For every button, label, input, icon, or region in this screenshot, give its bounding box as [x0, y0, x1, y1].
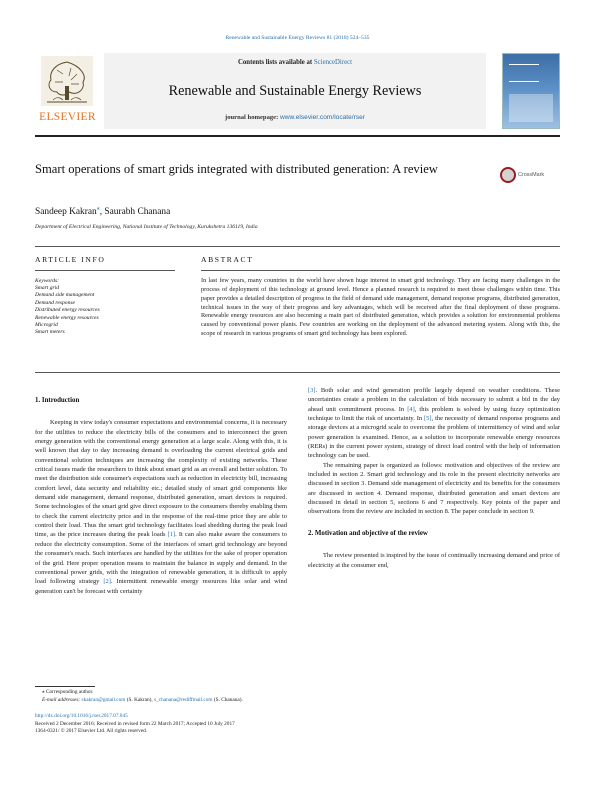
journal-band: [104, 53, 486, 129]
citation-link[interactable]: [3]: [308, 387, 316, 394]
journal-title: Renewable and Sustainable Energy Reviews: [168, 83, 422, 99]
footnote-divider: [35, 686, 95, 687]
running-head: Renewable and Sustainable Energy Reviews 81 (2018) 524–535: [225, 35, 370, 41]
copyright-notice: 1364-0321/ © 2017 Elsevier Ltd. All rights reserved.: [35, 728, 148, 735]
keyword-item[interactable]: Demand response: [35, 299, 76, 306]
keyword-item[interactable]: Renewable energy resources: [35, 314, 99, 321]
article-info-heading: ARTICLE INFO: [35, 255, 106, 264]
sciencedirect-link[interactable]: ScienceDirect: [313, 59, 353, 66]
citation-link[interactable]: [2]: [103, 578, 111, 586]
homepage-line: [104, 114, 486, 121]
doi-link[interactable]: http://dx.doi.org/10.1016/j.rser.2017.07.045: [35, 713, 128, 719]
citation-link[interactable]: [5]: [424, 415, 432, 423]
body-paragraph: The review presented is inspired by the issue of continually increasing demand and price of electricity at the consumer end,: [308, 552, 560, 569]
contents-line: [104, 59, 486, 66]
footnotes: [35, 689, 560, 704]
header-divider: [35, 246, 560, 247]
body-paragraph: Keeping in view today's consumer expectations and environmental concerns, it is necessary for the utilities to reduce the electricity bills of the consumers and to interconnect the green energy generation with the conventional energy generation at a large scale. Along with this, it is well known that day to day increasing demand is overloading the current electrical grids and conventional solution techniques are increasing the complexity of existing networks. These critical issues made the researchers to think about smart grid as an overall and better solution. To meet the distribution side consumer's expectations such as reduction in electricity bill, increasing comfort level, data security and reliability etc.; detailed study of smart grid components like demand side management, demand response, distributed generation, smart devices is required. Some technologies of the smart grid give direct exposure to the consumers thereby enabling them to check the current electricity price and in the response of the real-time price they are able to control their load. Thus the smart grid technology facilitates load shedding during the peak load time, as the price increases during the peak loads [1]. It can also make aware the consumers to reduce the electricity consumption. Some of the interfaces of smart grid technology are beyond the consumer's reach. Such interfaces are handled by the utilities for the sake of proper operation of the grid. Here proper operation means to maintain the balance in supply and demand. In the conventional power grids, with the integration of renewable generation, it is difficult to apply load following strategy [2]. Intermittent renewable energy resources like solar and wind generation can't be forecast with certainty: [35, 419, 287, 595]
author-list: [35, 205, 170, 217]
keyword-item[interactable]: Smart meters: [35, 329, 65, 336]
publisher-name: ELSEVIER: [39, 111, 96, 123]
article-history: Received 2 December 2016; Received in revised form 22 March 2017; Accepted 10 July 2017: [35, 720, 235, 727]
abstract-divider: [201, 270, 560, 271]
crossmark-badge[interactable]: [500, 165, 545, 189]
corresponding-author-note: ⁎ Corresponding author.: [42, 689, 94, 695]
homepage-link[interactable]: www.elsevier.com/locate/rser: [279, 114, 365, 121]
crossmark-label: CrossMark: [518, 172, 545, 178]
cover-decoration: [509, 94, 553, 122]
journal-masthead: [35, 53, 560, 129]
email-note: E-mail addresses: skakran@gmail.com (S. Kakran), s_chanana@rediffmail.com (S. Chanana).: [42, 696, 243, 703]
homepage-prefix: journal homepage:: [225, 114, 279, 121]
masthead-divider: [35, 135, 560, 137]
abstract-bottom-divider: [35, 372, 560, 373]
keyword-item[interactable]: Demand side management: [35, 292, 95, 299]
contents-prefix: Contents lists available at: [237, 59, 313, 66]
section-heading: 1. Introduction: [35, 397, 80, 404]
citation-link[interactable]: [4]: [407, 405, 415, 413]
author-name[interactable]: Saurabh Chanana: [104, 207, 171, 218]
corresponding-author-mark[interactable]: ⁎: [96, 206, 100, 212]
article-title: Smart operations of smart grids integrated with distributed generation: A review: [35, 162, 438, 176]
citation-link[interactable]: [1]: [167, 531, 176, 539]
email-link[interactable]: s_chanana@rediffmail.com: [154, 696, 213, 703]
publisher-logo: [35, 53, 100, 129]
body-paragraph: [3]. Both solar and wind generation profile largely depend on weather conditions. These uncertainties create a problem in the calculation of bids necessary to submit a bid in the day ahead unit commitment process. In [4], this problem is solved by using fuzzy optimization technique to limit the risk of uncertainty. In [5], the necessity of demand response programs and storage devices at a microgrid scale to overcome the problem of intermittency of wind and solar power generation is examined. Hence, as a solution to incorporate renewable energy resources (RERs) in the current power system, strategy of direct load control with the help of information technology can be used.: [308, 387, 561, 460]
keyword-item[interactable]: Distributed energy resources: [35, 307, 100, 314]
journal-cover-image: [502, 53, 560, 129]
tree-emblem-icon: [41, 56, 93, 106]
article-info-divider: [35, 270, 175, 271]
abstract-text: In last few years, many countries in the world have shown huge interest in smart grid technology. They are facing many challenges in the process of deployment of this technology at ground level. Hence a planned research is required to meet those challenges within time. This paper provides a detailed description of progress in the field of demand side management, demand response programs, distributed generation, technical issues in the way of their progress and key advantages, which will be received after the final deployment of these programs. Renewable energy resources are also becoming a main part of distributed generation, which provides a solution for environmental problems caused by conventional power plants. Few countries are working on the deployment of the advanced metering system. Along with this, the scope of research in various programs of smart grid technology has been explored.: [201, 277, 560, 338]
cover-decoration: [509, 64, 539, 82]
keyword-item[interactable]: Smart grid: [35, 285, 60, 291]
body-column-right: [308, 386, 560, 570]
crossmark-icon: [500, 167, 516, 183]
email-link[interactable]: skakran@gmail.com: [81, 696, 126, 703]
keyword-item[interactable]: Microgrid: [35, 322, 58, 329]
body-paragraph: The remaining paper is organized as follows: motivation and objectives of the review are included in section 2. Smart grid technology and its role in the present electricity networks are discussed in section 3. Demand side management of electricity and its benefits for the consumers are discussed in section 4. Demand response, distributed generation and smart devices are discussed in detail in section 5, sections 6 and 7 respectively. Key points of the paper and observations from the review are included in section 8. The paper conclude in section 9.: [308, 461, 560, 516]
article-metadata: [35, 713, 560, 736]
keywords-list: [35, 285, 175, 337]
author-name[interactable]: Sandeep Kakran: [35, 207, 97, 218]
abstract-heading: ABSTRACT: [201, 255, 254, 264]
keywords-label: Keywords:: [35, 278, 60, 284]
author-separator: ,: [99, 207, 105, 218]
body-column-left: [35, 396, 287, 596]
author-affiliation: Department of Electrical Engineering, National Institute of Technology, Kurukshetra 136119, India: [35, 224, 258, 230]
section-heading: 2. Motivation and objective of the review: [308, 529, 428, 537]
